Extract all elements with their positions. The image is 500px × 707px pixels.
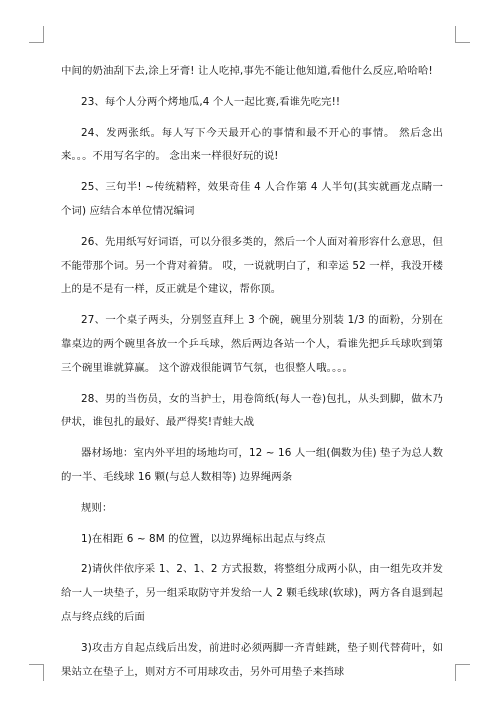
paragraph: 26、先用纸写好词语，可以分很多类的，然后一个人面对着形容什么意思，但不能带那个词。另一个背对着猜。 哎，一说就明白了，和幸运 52 一样，我没开楼上的是不是有一样，反正就是个建议，帮你顶。 [61, 235, 443, 296]
paragraph: 27、一个桌子两头，分别竖直拜上 3 个碗，碗里分别装 1/3 的面粉，分别在靠桌边的两个碗里各放一个乒乓球，然后两边各站一个人，看谁先把乒乓球吹到第三个碗里谁就算赢。 这个游戏很能调节气氛，也很整人哦。。。。 [61, 314, 443, 374]
crop-mark-bottom-right [455, 664, 470, 681]
crop-mark-bottom-left [29, 664, 44, 681]
paragraph: 中间的奶油刮下去,涂上牙膏! 让人吃掉,事先不能让他知道,看他什么反应,哈哈哈! [61, 65, 433, 77]
paragraph: 3)攻击方自起点线后出发，前进时必须两脚一齐青蛙跳，垫子则代替荷叶，如果站立在垫子上，则对方不可用球攻击，另外可用垫子来挡球 [61, 641, 443, 678]
document-body [61, 60, 443, 691]
paragraph: 28、男的当伤员，女的当护士，用卷筒纸(每人一卷)包扎，从头到脚，做木乃伊状，谁包扎的最好、最严得奖!青蛙大战 [61, 392, 443, 429]
paragraph: 1)在相距 6 ~ 8M 的位置，以边界绳标出起点与终点 [81, 532, 326, 545]
paragraph: 2)请伙伴依序采 1、2、1、2 方式报数，将整组分成两小队，由一组先攻并发给一人一块垫子，另一组采取防守并发给一人 2 颗毛线球(软球)，两方各自退到起点与终点线的后面 [61, 563, 443, 623]
paragraph: 规则： [81, 501, 113, 514]
paragraph: 23、每个人分两个烤地瓜,4 个人一起比赛,看谁先吃完!! [81, 95, 341, 108]
paragraph: 24、发两张纸。每人写下今天最开心的事情和最不开心的事情。 然后念出来。。。不用写名字的。 念出来一样很好玩的说! [61, 126, 443, 163]
crop-mark-top-right [455, 26, 470, 43]
crop-mark-top-left [29, 26, 44, 43]
paragraph: 器材场地：室内外平坦的场地均可，12 ~ 16 人一组(偶数为佳) 垫子为总人数的一半、毛线球 16 颗(与总人数相等) 边界绳两条 [61, 447, 443, 483]
paragraph: 25、三句半! ~传统精粹，效果奇佳 4 人合作第 4 人半句(其实就画龙点睛一个词) 应结合本单位情况编词 [61, 181, 443, 217]
